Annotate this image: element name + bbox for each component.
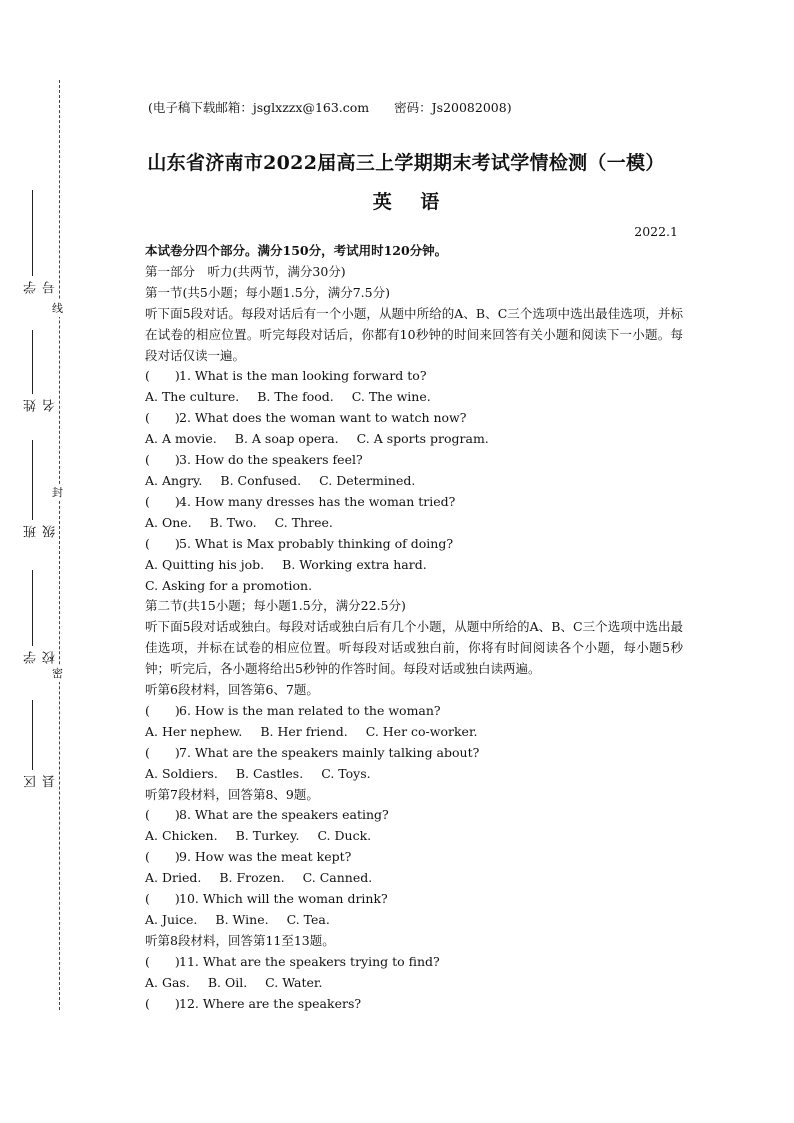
option-b: B. Frozen. (219, 870, 285, 886)
option-b: B. The food. (257, 389, 334, 405)
answer-paren: ( ) (145, 493, 180, 509)
option-c: C. Her co-worker. (365, 723, 478, 739)
answer-paren: ( ) (145, 953, 180, 969)
option-b: B. Working extra hard. (282, 556, 427, 572)
option-b: B. Turkey. (235, 828, 300, 844)
question-stem (145, 847, 683, 868)
question-stem (145, 952, 683, 973)
option-a: A. Dried. (145, 870, 202, 886)
exam-subject: 英 语 (372, 191, 440, 213)
question-stem (145, 743, 683, 764)
question-text: 8. What are the speakers eating? (179, 807, 389, 823)
option-a: A. Gas. (145, 974, 190, 990)
option-a: A. Soldiers. (145, 765, 218, 781)
question-text: 4. How many dresses has the woman tried? (179, 493, 456, 509)
section1-instructions: 听下面5段对话。每段对话后有一个小题，从题中所给的A、B、C三个选项中选出最佳选项，并标在试卷的相应位置。听完每段对话后，你都有10秒钟的时间来回答有关小题和阅读下一小题。每段对话仅读一遍。 (145, 305, 683, 363)
material-6-note: 听第6段材料，回答第6、7题。 (145, 682, 319, 698)
question-options (145, 429, 683, 450)
question-options (145, 973, 683, 994)
option-c: C. Determined. (319, 472, 416, 488)
field-underline (32, 330, 33, 394)
question-text: 10. Which will the woman drink? (179, 891, 388, 907)
question-stem (145, 534, 683, 555)
download-email-note: (电子稿下载邮箱：jsglxzzx@163.com 密码：Js20082008) (148, 100, 512, 115)
question-options (145, 826, 683, 847)
question-stem (145, 994, 683, 1015)
question-options (145, 764, 683, 785)
answer-paren: ( ) (145, 702, 180, 718)
question-stem (145, 450, 683, 471)
exam-intro: 本试卷分四个部分。满分150分，考试用时120分钟。 (145, 243, 448, 258)
option-a: A. Her nephew. (145, 723, 243, 739)
seal-char-mi: 密 (52, 667, 63, 680)
section1-heading: 第一节(共5小题；每小题1.5分，满分7.5分) (145, 284, 390, 300)
question-text: 3. How do the speakers feel? (179, 452, 363, 468)
answer-paren: ( ) (145, 891, 180, 907)
option-a: A. One. (145, 514, 192, 530)
field-label-student-id: 学号 (24, 280, 58, 294)
exam-date: 2022.1 (634, 224, 678, 239)
option-a: A. The culture. (145, 389, 240, 405)
question-options (145, 513, 683, 534)
material-7-note: 听第7段材料，回答第8、9题。 (145, 786, 319, 802)
field-label-district: 区县 (24, 774, 58, 788)
question-text: 9. How was the meat kept? (179, 849, 352, 865)
option-c: C. Tea. (286, 912, 330, 927)
option-c: C. The wine. (351, 389, 431, 405)
option-a: A. Juice. (145, 912, 198, 927)
question-text: 2. What does the woman want to watch now? (179, 410, 467, 426)
answer-paren: ( ) (145, 807, 180, 823)
question-stem (145, 408, 683, 429)
answer-paren: ( ) (145, 744, 180, 760)
option-c: C. Duck. (317, 828, 372, 844)
option-c: C. Three. (274, 514, 333, 530)
option-c: C. Asking for a promotion. (145, 577, 313, 593)
option-c: C. Water. (265, 974, 323, 990)
part1-heading: 第一部分 听力(共两节，满分30分) (145, 263, 346, 279)
question-text: 1. What is the man looking forward to? (179, 368, 427, 384)
answer-paren: ( ) (145, 368, 180, 384)
option-c: C. Canned. (302, 870, 373, 886)
material-8-note: 听第8段材料，回答第11至13题。 (145, 932, 335, 948)
section2-instructions: 听下面5段对话或独白。每段对话或独白后有几个小题，从题中所给的A、B、C三个选项中选出最佳选项，并标在试卷的相应位置。听每段对话或独白前，你将有时间阅读各个小题，每小题5秒钟；听完后，各小题将给出5秒钟的作答时间。每段对话或独白读两遍。 (145, 619, 683, 677)
field-underline (32, 570, 33, 646)
answer-paren: ( ) (145, 452, 180, 468)
option-b: B. Confused. (220, 472, 302, 488)
option-c: C. A sports program. (356, 431, 489, 447)
question-options (145, 555, 683, 576)
question-stem (145, 889, 683, 910)
option-a: A. Chicken. (145, 828, 218, 844)
question-options (145, 722, 683, 743)
option-c: C. Toys. (321, 765, 371, 781)
answer-paren: ( ) (145, 995, 180, 1011)
field-label-class: 班级 (24, 524, 58, 538)
field-underline (32, 440, 33, 520)
answer-paren: ( ) (145, 535, 180, 551)
option-b: B. Wine. (215, 912, 269, 927)
question-options (145, 910, 683, 931)
question-text: 6. How is the man related to the woman? (179, 702, 441, 718)
option-a: A. Quitting his job. (145, 556, 265, 572)
question-options (145, 868, 683, 889)
option-b: B. A soap opera. (234, 431, 339, 447)
question-stem (145, 701, 683, 722)
question-options (145, 387, 683, 408)
option-a: A. A movie. (145, 431, 217, 447)
option-b: B. Castles. (235, 765, 304, 781)
binding-dashed-line (59, 80, 60, 1010)
question-stem (145, 805, 683, 826)
answer-paren: ( ) (145, 849, 180, 865)
field-label-name: 姓名 (24, 398, 58, 412)
option-b: B. Two. (209, 514, 257, 530)
question-stem (145, 366, 683, 387)
question-stem (145, 492, 683, 513)
question-text: 12. Where are the speakers? (179, 995, 362, 1011)
seal-char-feng: 封 (52, 486, 63, 499)
seal-char-xian: 线 (52, 302, 63, 315)
exam-title: 山东省济南市2022届高三上学期期末考试学情检测（一模） (147, 152, 665, 174)
field-underline (32, 700, 33, 770)
option-b: B. Oil. (207, 974, 248, 990)
section2-heading: 第二节(共15小题；每小题1.5分，满分22.5分) (145, 598, 406, 614)
exam-content (145, 241, 683, 1015)
question-options (145, 471, 683, 492)
field-label-school: 学校 (24, 650, 58, 664)
option-a: A. Angry. (145, 472, 203, 488)
question-text: 11. What are the speakers trying to find? (179, 953, 440, 969)
question-text: 5. What is Max probably thinking of doing? (179, 535, 454, 551)
option-b: B. Her friend. (260, 723, 348, 739)
answer-paren: ( ) (145, 410, 180, 426)
question-text: 7. What are the speakers mainly talking about? (179, 744, 480, 760)
